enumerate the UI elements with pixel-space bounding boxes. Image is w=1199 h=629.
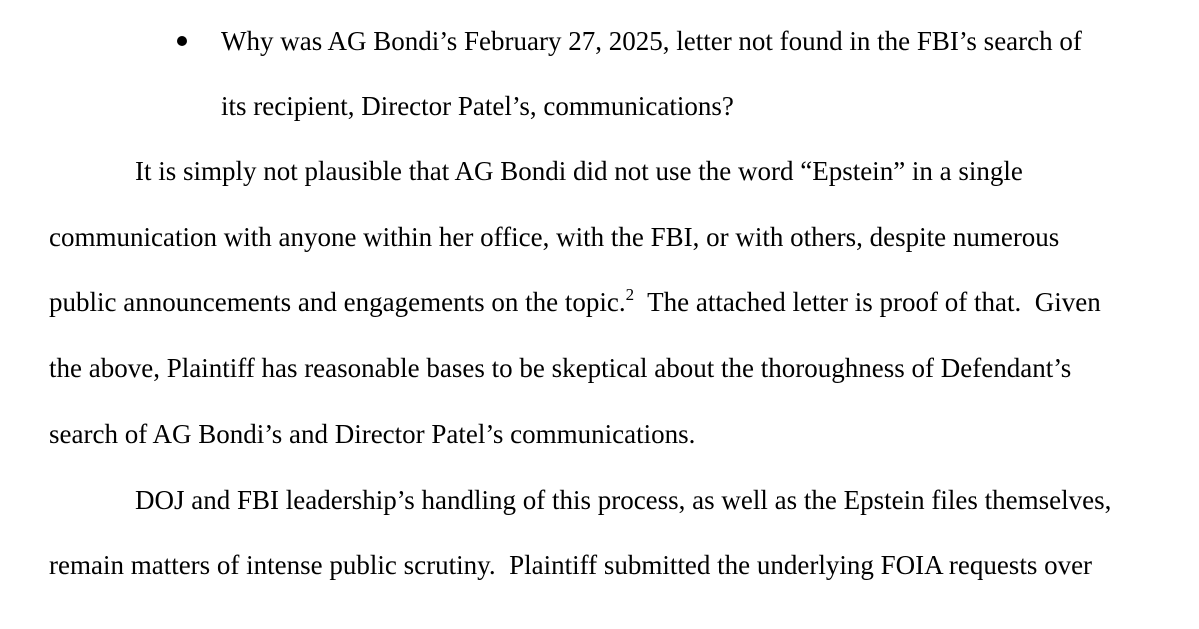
paragraph-1-line-1: It is simply not plausible that AG Bondi did not use the word “Epstein” in a single (135, 156, 1023, 186)
paragraph-1-line-2: communication with anyone within her office, with the FBI, or with others, despite numerous (49, 222, 1060, 252)
footnote-reference[interactable]: 2 (625, 285, 635, 304)
bullet-point (177, 36, 187, 46)
paragraph-2-line-1: DOJ and FBI leadership’s handling of this process, as well as the Epstein files themselves, (135, 485, 1112, 515)
paragraph-1-line-5: search of AG Bondi’s and Director Patel’s communications. (49, 419, 696, 449)
paragraph-1-line-3 (49, 286, 1101, 322)
bullet-text-line-2: its recipient, Director Patel’s, communications? (221, 91, 734, 121)
paragraph-1-line-3-text: public announcements and engagements on the topic. (49, 287, 626, 317)
paragraph-2-line-2: remain matters of intense public scrutiny. Plaintiff submitted the underlying FOIA requests over (49, 550, 1093, 580)
bullet-text-line-1: Why was AG Bondi’s February 27, 2025, letter not found in the FBI’s search of (221, 26, 1082, 56)
paragraph-1-line-4: the above, Plaintiff has reasonable bases to be skeptical about the thoroughness of Defendant’s (49, 353, 1072, 383)
paragraph-1-line-3-continuation: The attached letter is proof of that. Given (634, 287, 1101, 317)
